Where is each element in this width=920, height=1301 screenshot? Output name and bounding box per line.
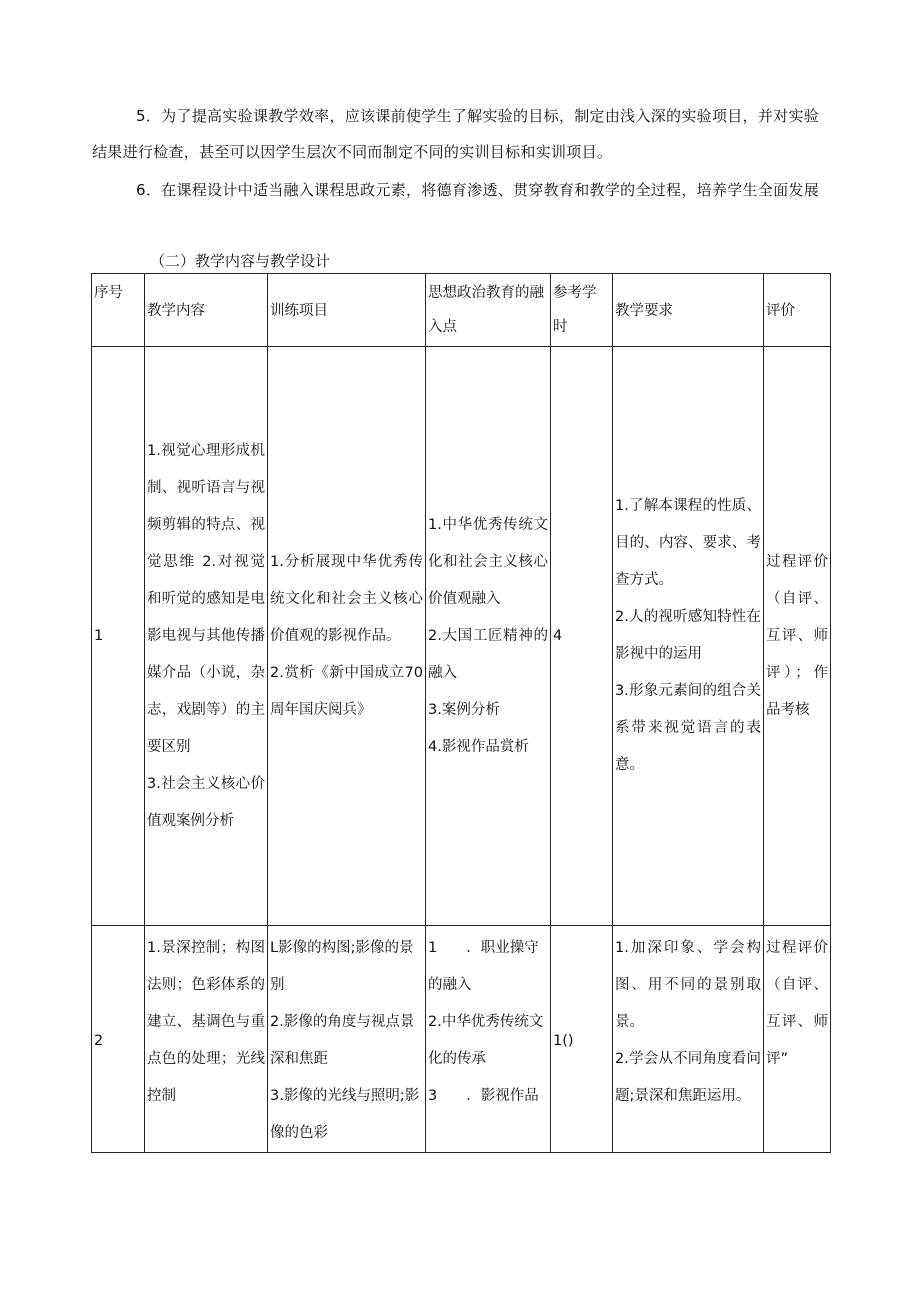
table-row	[92, 347, 831, 926]
header-seq: 序号	[92, 274, 145, 347]
header-content: 教学内容	[145, 274, 268, 347]
row1-hours: 4	[551, 347, 613, 926]
row1-ideology: 1.中华优秀传统文化和社会主义核心价值观融入 2.大国工匠精神的融入 3.案例分析 4.影视作品赏析	[426, 347, 551, 926]
paragraph-6	[92, 172, 832, 208]
row1-requirements: 1.了解本课程的性质、目的、内容、要求、考查方式。 2.人的视听感知特性在影视中的运用 3.形象元素间的组合关系带来视觉语言的表意。	[613, 347, 764, 926]
row2-requirements: 1.加深印象、学会构图、用不同的景别取景。 2.学会从不同角度看问题;景深和焦距运用。	[613, 926, 764, 1153]
header-training: 训练项目	[268, 274, 426, 347]
row2-seq: 2	[92, 926, 145, 1153]
row2-ideology: 1 ．职业操守的融入 2.中华优秀传统文化的传承 3 ．影视作品	[426, 926, 551, 1153]
row1-seq: 1	[92, 347, 145, 926]
row2-content: 1.景深控制；构图法则；色彩体系的建立、基调色与重点色的处理；光线控制	[145, 926, 268, 1153]
header-hours: 参考学时	[551, 274, 613, 347]
paragraph-5-text: 5．为了提高实验课教学效率，应该课前使学生了解实验的目标，制定由浅入深的实验项目，并对实验结果进行检查，甚至可以因学生层次不同而制定不同的实训目标和实训项目。	[92, 107, 820, 161]
table-header-row	[92, 274, 831, 347]
row2-hours: 1()	[551, 926, 613, 1153]
header-evaluation: 评价	[764, 274, 831, 347]
row2-evaluation: 过程评价（自评、互评、师评”	[764, 926, 831, 1153]
row2-training: L影像的构图;影像的景别 2.影像的角度与视点景深和焦距 3.影像的光线与照明;影像的色彩	[268, 926, 426, 1153]
row1-evaluation: 过程评价（自评、互评、师评）；作品考核	[764, 347, 831, 926]
paragraph-6-text: 6．在课程设计中适当融入课程思政元素，将德育渗透、贯穿教育和教学的全过程，培养学生全面发展	[136, 181, 820, 199]
paragraph-5	[92, 98, 832, 170]
teaching-design-table	[91, 273, 831, 1153]
header-ideology: 思想政治教育的融入点	[426, 274, 551, 347]
section-title: （二）教学内容与教学设计	[150, 252, 331, 270]
row1-training: 1.分析展现中华优秀传统文化和社会主义核心价值观的影视作品。 2.赏析《新中国成立70周年国庆阅兵》	[268, 347, 426, 926]
header-requirements: 教学要求	[613, 274, 764, 347]
row1-content: 1.视觉心理形成机制、视听语言与视频剪辑的特点、视觉思维 2.对视觉和听觉的感知是电影电视与其他传播媒介品（小说，杂志，戏剧等）的主要区别 3.社会主义核心价值观案例分析	[145, 347, 268, 926]
table-row	[92, 926, 831, 1153]
